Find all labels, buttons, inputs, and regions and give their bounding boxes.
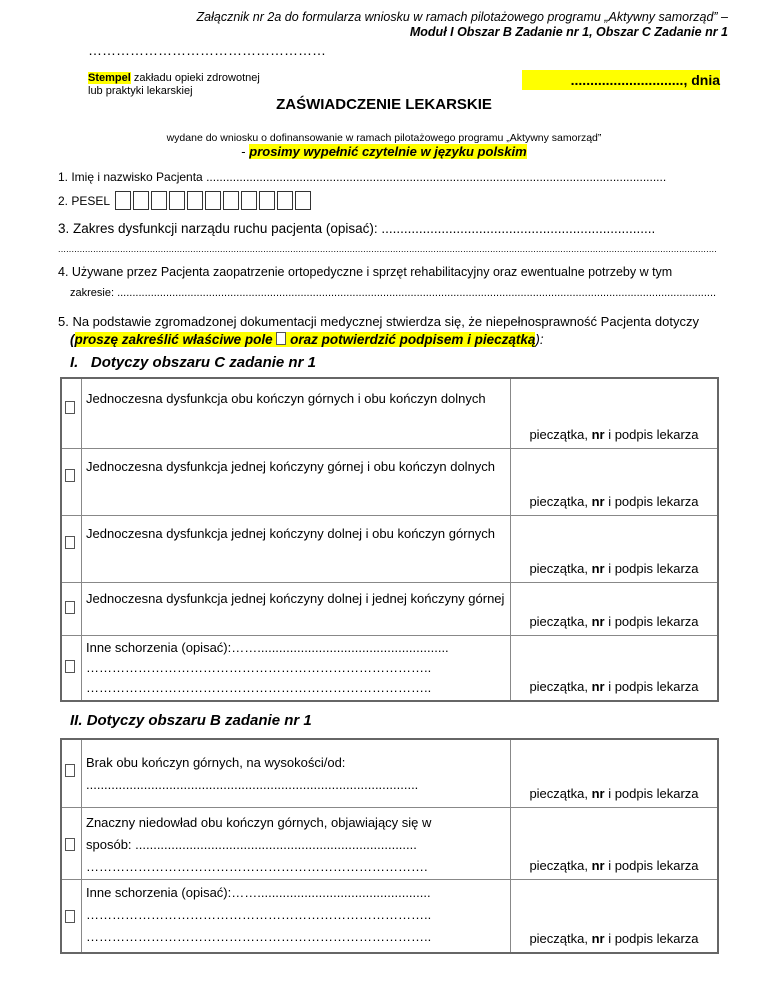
row-text: Jednoczesna dysfunkcja jednej kończyny dolnej i jednej kończyny górnej xyxy=(82,582,511,635)
attachment-header xyxy=(197,10,728,40)
checkbox[interactable] xyxy=(65,764,75,777)
signature-cell[interactable]: pieczątka, nr i podpis lekarza xyxy=(511,582,719,635)
pesel-digit-box[interactable] xyxy=(187,191,203,210)
table-row xyxy=(61,582,718,635)
pesel-digit-box[interactable] xyxy=(295,191,311,210)
document-subtitle: wydane do wniosku o dofinansowanie w ramach pilotażowego programu „Aktywny samorząd” xyxy=(166,132,602,144)
field-dysfunction-scope-continued[interactable]: .................................................................................................................................................................................................................................................... xyxy=(58,244,717,254)
header-line-1: Załącznik nr 2a do formularza wniosku w ramach pilotażowego programu „Aktywny samorząd” – xyxy=(196,10,728,24)
pesel-digit-box[interactable] xyxy=(259,191,275,210)
signature-cell[interactable]: pieczątka, nr i podpis lekarza xyxy=(511,378,719,448)
field-equipment-continued[interactable]: zakresie: .................................................................................................................................................................................................... xyxy=(70,287,717,299)
pesel-digit-box[interactable] xyxy=(205,191,221,210)
signature-cell[interactable]: pieczątka, nr i podpis lekarza xyxy=(511,807,719,879)
pesel-boxes[interactable] xyxy=(115,193,313,207)
table-row xyxy=(61,635,718,701)
pesel-digit-box[interactable] xyxy=(277,191,293,210)
row-text: Inne schorzenia (opisać):……..................................................... …………………………………………………………………….. …………………………………………………………………….. xyxy=(82,635,511,701)
top-dotted-line: …………………………………………… xyxy=(88,42,326,58)
pesel-digit-box[interactable] xyxy=(223,191,239,210)
table-row xyxy=(61,879,718,953)
section-1-heading: I. Dotyczy obszaru C zadanie nr 1 xyxy=(70,354,316,371)
signature-cell[interactable]: pieczątka, nr i podpis lekarza xyxy=(511,448,719,515)
stamp-label: Stempel zakładu opieki zdrowotnej lub praktyki lekarskiej xyxy=(88,72,260,97)
checkbox[interactable] xyxy=(65,401,75,414)
field-dysfunction-scope[interactable]: 3. Zakres dysfunkcji narządu ruchu pacjenta (opisać): ......................................................................... xyxy=(58,221,656,236)
instruction: - prosimy wypełnić czytelnie w języku polskim xyxy=(241,144,527,159)
checkbox[interactable] xyxy=(65,910,75,923)
table-row xyxy=(61,739,718,807)
section-1-table xyxy=(60,377,719,702)
pesel-digit-box[interactable] xyxy=(169,191,185,210)
table-row xyxy=(61,378,718,448)
row-text: Brak obu kończyn górnych, na wysokości/od: ............................................................................................ xyxy=(82,739,511,807)
section-2-heading: II. Dotyczy obszaru B zadanie nr 1 xyxy=(70,712,312,729)
row-text: Jednoczesna dysfunkcja obu kończyn górnych i obu kończyn dolnych xyxy=(82,378,511,448)
date-field[interactable]: ............................., dnia xyxy=(522,70,720,90)
field-disability-statement: 5. Na podstawie zgromadzonej dokumentacji medycznej stwierdza się, że niepełnosprawność Pacjenta dotyczy xyxy=(58,314,699,329)
document-title: ZAŚWIADCZENIE LEKARSKIE xyxy=(276,96,492,113)
signature-cell[interactable]: pieczątka, nr i podpis lekarza xyxy=(511,879,719,953)
checkbox-example-icon xyxy=(276,332,286,345)
checkbox[interactable] xyxy=(65,601,75,614)
table-row xyxy=(61,807,718,879)
checkbox[interactable] xyxy=(65,660,75,673)
pesel-digit-box[interactable] xyxy=(241,191,257,210)
header-line-2: Moduł I Obszar B Zadanie nr 1, Obszar C Zadanie nr 1 xyxy=(409,25,728,39)
signature-cell[interactable]: pieczątka, nr i podpis lekarza xyxy=(511,739,719,807)
field-disability-instruction: (proszę zakreślić właściwe pole oraz potwierdzić podpisem i pieczątką): xyxy=(70,332,544,347)
field-equipment: 4. Używane przez Pacjenta zaopatrzenie ortopedyczne i sprzęt rehabilitacyjny oraz ewentualne potrzeby w tym xyxy=(58,265,673,279)
field-patient-name[interactable]: 1. Imię i nazwisko Pacjenta .......................................................................................................................................... xyxy=(58,170,667,184)
checkbox[interactable] xyxy=(65,469,75,482)
signature-cell[interactable]: pieczątka, nr i podpis lekarza xyxy=(511,635,719,701)
field-pesel: 2. PESEL xyxy=(58,191,313,210)
section-2-table xyxy=(60,738,719,954)
pesel-digit-box[interactable] xyxy=(151,191,167,210)
row-text: Znaczny niedowład obu kończyn górnych, objawiający się w sposób: .............................................................................. ……………………………………………………………………. xyxy=(82,807,511,879)
row-text: Jednoczesna dysfunkcja jednej kończyny górnej i obu kończyn dolnych xyxy=(82,448,511,515)
pesel-digit-box[interactable] xyxy=(115,191,131,210)
pesel-digit-box[interactable] xyxy=(133,191,149,210)
table-row xyxy=(61,515,718,582)
checkbox[interactable] xyxy=(65,536,75,549)
row-text: Inne schorzenia (opisać):……................................................ …………………………………………………………………….. …………………………………………………………………….. xyxy=(82,879,511,953)
row-text: Jednoczesna dysfunkcja jednej kończyny dolnej i obu kończyn górnych xyxy=(82,515,511,582)
table-row xyxy=(61,448,718,515)
checkbox[interactable] xyxy=(65,838,75,851)
signature-cell[interactable]: pieczątka, nr i podpis lekarza xyxy=(511,515,719,582)
